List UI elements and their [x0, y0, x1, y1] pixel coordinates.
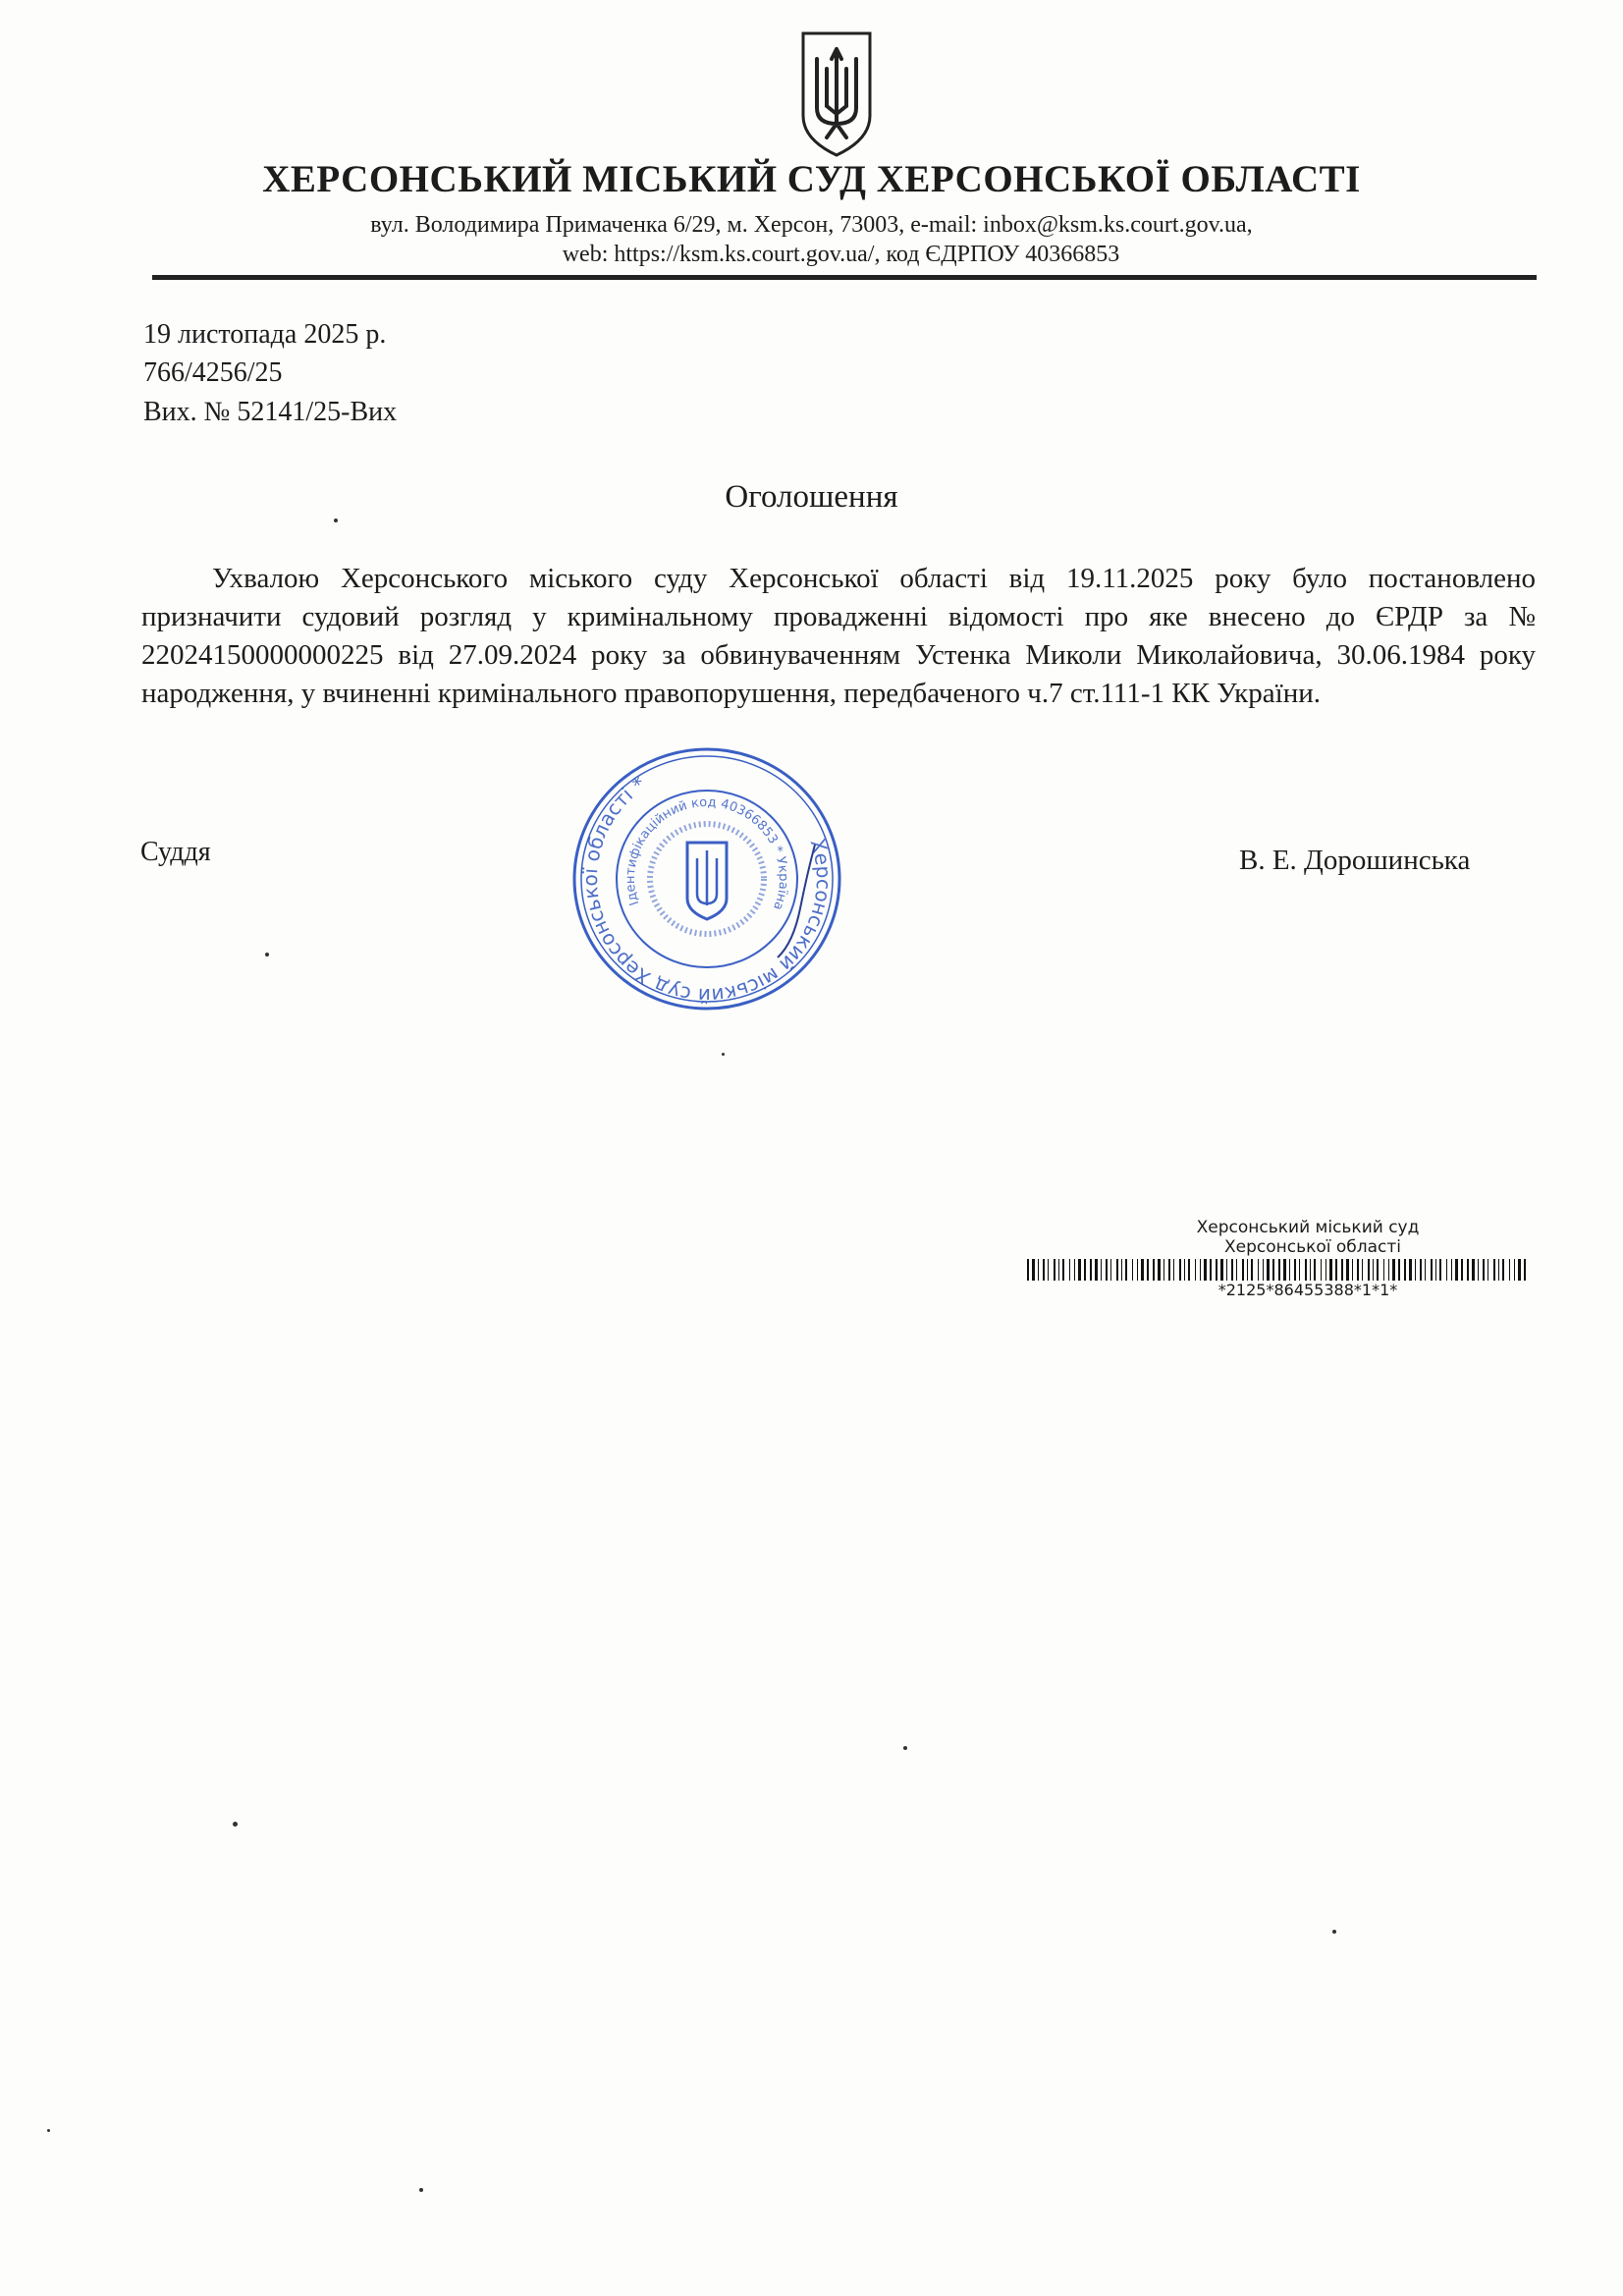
- court-address-line: вул. Володимира Примаченка 6/29, м. Херсон, 73003, e-mail: inbox@ksm.ks.court.gov.ua,: [370, 212, 1253, 238]
- barcode-bar: [1220, 1259, 1223, 1281]
- svg-text:Ідентифікаційний код 40366853: Ідентифікаційний код 40366853 * Україна: [622, 794, 791, 912]
- barcode-bar: [1431, 1259, 1433, 1281]
- barcode-bar: [1027, 1259, 1029, 1281]
- barcode-bar: [1116, 1259, 1118, 1281]
- barcode-bar: [1329, 1259, 1332, 1281]
- barcode-bar: [1095, 1259, 1098, 1281]
- court-name: ХЕРСОНСЬКИЙ МІСЬКИЙ СУД ХЕРСОНСЬКОЇ ОБЛАСТІ: [262, 158, 1361, 200]
- barcode-bar: [1247, 1259, 1248, 1281]
- judge-name: В. Е. Дорошинська: [1239, 845, 1471, 876]
- barcode-bar: [1514, 1259, 1515, 1281]
- barcode-bar: [1125, 1259, 1127, 1281]
- barcode-bar: [1446, 1259, 1447, 1281]
- stamp-line2: Херсонської області: [1223, 1237, 1402, 1257]
- barcode-bar: [1294, 1259, 1296, 1281]
- scan-speck: [419, 2188, 423, 2192]
- document-date: 19 листопада 2025 р.: [143, 319, 387, 350]
- court-seal-icon: [550, 737, 864, 1021]
- barcode-bar: [1090, 1259, 1092, 1281]
- barcode-bar: [1388, 1259, 1389, 1281]
- barcode-bar: [1069, 1259, 1070, 1281]
- barcode-bar: [1106, 1259, 1108, 1281]
- barcode-bar: [1153, 1259, 1155, 1281]
- barcode-bar: [1439, 1259, 1441, 1281]
- barcode-bar: [1368, 1259, 1370, 1281]
- barcode-bar: [1141, 1259, 1144, 1281]
- barcode-bar: [1200, 1259, 1201, 1281]
- barcode-bar: [1110, 1259, 1111, 1281]
- announcement-body: Ухвалою Херсонського міського суду Херсонської області від 19.11.2025 року було постановлено призначити судовий розгляд у кримінальному провадженні відомості про яке внесено до ЄРДР за № 22024150000000225 від 27.09.2024 року за обвинуваченням Устенка Миколи Миколайовича, 30.06.1984 року народження, у вчиненні кримінального правопорушення, передбаченого ч.7 ст.111-1 КК України.: [141, 563, 1536, 709]
- barcode-bar: [1472, 1259, 1475, 1281]
- stamp-code: *2125*86455388*1*1*: [1217, 1281, 1398, 1299]
- trident-coat-of-arms-icon: [797, 29, 876, 159]
- barcode-bar: [1242, 1259, 1244, 1281]
- svg-text:Херсонський міський суд Херсон: Херсонський міський суд Херсонської області *: [577, 771, 837, 1009]
- barcode-bar: [1204, 1259, 1207, 1281]
- barcode-bar: [1404, 1259, 1406, 1281]
- barcode-bar: [1509, 1259, 1510, 1281]
- barcode-bar: [1325, 1259, 1326, 1281]
- barcode-bar: [1210, 1259, 1212, 1281]
- barcode-bar: [1267, 1259, 1270, 1281]
- barcode-bar: [1398, 1259, 1400, 1281]
- barcode-bar: [1478, 1259, 1479, 1281]
- barcode-bar: [1352, 1259, 1353, 1281]
- barcode-bar: [1451, 1259, 1452, 1281]
- barcode-bar: [1258, 1259, 1259, 1281]
- barcode-bar: [1373, 1259, 1374, 1281]
- barcode-bar: [1101, 1259, 1102, 1281]
- barcode-bar: [1502, 1259, 1504, 1281]
- barcode-bar: [1420, 1259, 1422, 1281]
- barcode-bar: [1377, 1259, 1379, 1281]
- barcode-bar: [1289, 1259, 1290, 1281]
- barcode-bar: [1251, 1259, 1253, 1281]
- barcode-bar: [1435, 1259, 1436, 1281]
- case-number: 766/4256/25: [143, 357, 283, 388]
- barcode-bar: [1263, 1259, 1264, 1281]
- judge-role: Суддя: [140, 837, 211, 867]
- barcode-bar: [1409, 1259, 1412, 1281]
- barcode-bar: [1299, 1259, 1300, 1281]
- document-title: Оголошення: [725, 479, 898, 515]
- barcode-bar: [1058, 1259, 1059, 1281]
- barcode-bar: [1043, 1259, 1045, 1281]
- barcode-bar: [1032, 1259, 1035, 1281]
- scan-speck: [47, 2129, 50, 2132]
- barcode-bar: [1467, 1259, 1469, 1281]
- barcode-bar: [1054, 1259, 1055, 1281]
- barcode-bar: [1062, 1259, 1064, 1281]
- barcode-bar: [1168, 1259, 1170, 1281]
- scan-speck: [722, 1053, 725, 1056]
- barcode-bar: [1455, 1259, 1458, 1281]
- barcode-bar: [1078, 1259, 1081, 1281]
- barcode-bar: [1236, 1259, 1237, 1281]
- barcode-bar: [1163, 1259, 1164, 1281]
- barcode-bar: [1314, 1259, 1316, 1281]
- barcode-bar: [1074, 1259, 1075, 1281]
- barcode-bar: [1493, 1259, 1495, 1281]
- scan-speck: [334, 519, 338, 522]
- scan-speck: [233, 1822, 238, 1827]
- barcode-bar: [1362, 1259, 1363, 1281]
- barcode-bar: [1310, 1259, 1311, 1281]
- barcode-bar: [1231, 1259, 1233, 1281]
- barcode-bar: [1498, 1259, 1499, 1281]
- barcode-bar: [1415, 1259, 1416, 1281]
- barcode-bar: [1383, 1259, 1384, 1281]
- barcode-bar: [1321, 1259, 1322, 1281]
- header-divider: [152, 275, 1537, 280]
- barcode-bar: [1518, 1259, 1521, 1281]
- scan-speck: [1332, 1930, 1336, 1934]
- barcode-bar: [1341, 1259, 1343, 1281]
- barcode-bar: [1038, 1259, 1039, 1281]
- barcode-bar: [1305, 1259, 1307, 1281]
- barcode-bar: [1084, 1259, 1086, 1281]
- barcode-bar: [1216, 1259, 1217, 1281]
- barcode: [1023, 1259, 1534, 1281]
- barcode-bar: [1461, 1259, 1463, 1281]
- barcode-bar: [1184, 1259, 1185, 1281]
- outgoing-number: Вих. № 52141/25-Вих: [143, 397, 398, 427]
- barcode-bar: [1425, 1259, 1426, 1281]
- stamp-line1: Херсонський міський суд: [1196, 1218, 1420, 1237]
- barcode-bar: [1335, 1259, 1337, 1281]
- barcode-bar: [1195, 1259, 1196, 1281]
- barcode-bar: [1483, 1259, 1485, 1281]
- barcode-bar: [1158, 1259, 1161, 1281]
- barcode-bar: [1179, 1259, 1181, 1281]
- barcode-bar: [1137, 1259, 1138, 1281]
- barcode-bar: [1357, 1259, 1359, 1281]
- barcode-bar: [1272, 1259, 1274, 1281]
- court-web-line: web: https://ksm.ks.court.gov.ua/, код ЄДРПОУ 40366853: [562, 242, 1120, 267]
- barcode-bar: [1392, 1259, 1395, 1281]
- barcode-bar: [1188, 1259, 1190, 1281]
- barcode-bar: [1524, 1259, 1526, 1281]
- barcode-bar: [1283, 1259, 1286, 1281]
- barcode-bar: [1147, 1259, 1149, 1281]
- barcode-bar: [1226, 1259, 1227, 1281]
- scan-speck: [903, 1746, 907, 1750]
- barcode-bar: [1346, 1259, 1349, 1281]
- barcode-bar: [1132, 1259, 1133, 1281]
- scan-speck: [265, 953, 269, 957]
- barcode-bar: [1048, 1259, 1049, 1281]
- barcode-bar: [1121, 1259, 1122, 1281]
- registration-stamp: [1023, 1218, 1534, 1299]
- barcode-bar: [1278, 1259, 1280, 1281]
- barcode-bar: [1173, 1259, 1174, 1281]
